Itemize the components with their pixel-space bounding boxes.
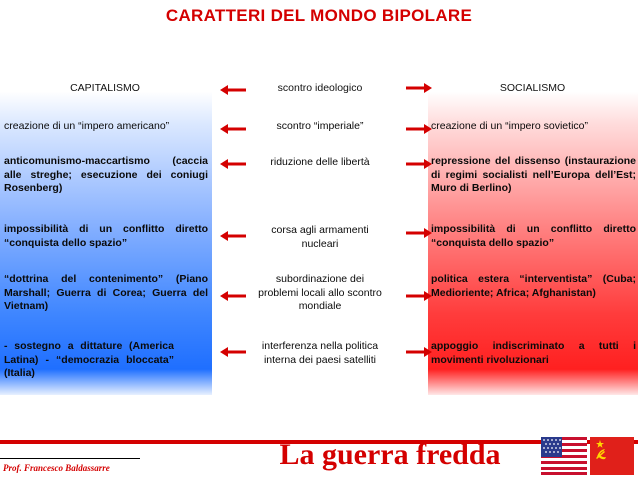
- arrow-left-icon: [220, 84, 246, 96]
- row-2-center: riduzione delle libertà: [270, 156, 370, 168]
- arrow-right-icon: [406, 346, 432, 358]
- row-4-capitalism: “dottrina del contenimento” (Piano Marshall; Guerra di Corea; Guerra del Vietnam): [4, 273, 208, 312]
- row-1-center: scontro “imperiale”: [276, 120, 364, 132]
- row-5-socialism: appoggio indiscriminato a tutti i movimenti rivoluzionari: [431, 340, 636, 366]
- arrow-left-icon: [220, 123, 246, 135]
- author-rule: [0, 458, 140, 459]
- ussr-flag-icon: [590, 437, 634, 475]
- row-2-capitalism: anticomunismo-maccartismo (caccia alle streghe; esecuzione dei coniugi Rosenberg): [4, 155, 208, 194]
- author-credit: Prof. Francesco Baldassarre: [3, 463, 110, 473]
- arrow-right-icon: [406, 227, 432, 239]
- row-3-capitalism: impossibilità di un conflitto diretto “conquista dello spazio”: [4, 223, 208, 249]
- presentation-brand: La guerra fredda: [279, 438, 501, 471]
- arrow-left-icon: [220, 346, 246, 358]
- arrow-right-icon: [406, 158, 432, 170]
- us-flag-icon: [541, 437, 587, 475]
- arrow-left-icon: [220, 158, 246, 170]
- row-3-socialism: impossibilità di un conflitto diretto “conquista dello spazio”: [431, 223, 636, 249]
- row-1-socialism: creazione di un “impero sovietico”: [431, 120, 588, 132]
- row-1-capitalism: creazione di un “impero americano”: [4, 120, 170, 132]
- row-5-capitalism: - sostegno a dittature (America Latina) - “democrazia bloccata” (Italia): [4, 340, 174, 379]
- slide-title: CARATTERI DEL MONDO BIPOLARE: [165, 6, 473, 25]
- arrow-right-icon: [406, 123, 432, 135]
- row-5-center: interferenza nella politica interna dei paesi satelliti: [261, 340, 379, 366]
- header-capitalism: CAPITALISMO: [70, 82, 140, 94]
- arrow-right-icon: [406, 82, 432, 94]
- arrow-left-icon: [220, 230, 246, 242]
- header-center: scontro ideologico: [277, 82, 363, 94]
- row-3-center: corsa agli armamenti nucleari: [271, 224, 369, 250]
- row-4-center: subordinazione dei problemi locali allo scontro mondiale: [258, 273, 382, 312]
- row-4-socialism: politica estera “interventista” (Cuba; Medioriente; Africa; Afghanistan): [431, 273, 636, 299]
- row-2-socialism: repressione del dissenso (instaurazione di regimi socialisti nell’Europa dell’Est; Muro di Berlino): [431, 155, 636, 194]
- arrow-left-icon: [220, 290, 246, 302]
- arrow-right-icon: [406, 290, 432, 302]
- header-socialism: SOCIALISMO: [499, 82, 566, 94]
